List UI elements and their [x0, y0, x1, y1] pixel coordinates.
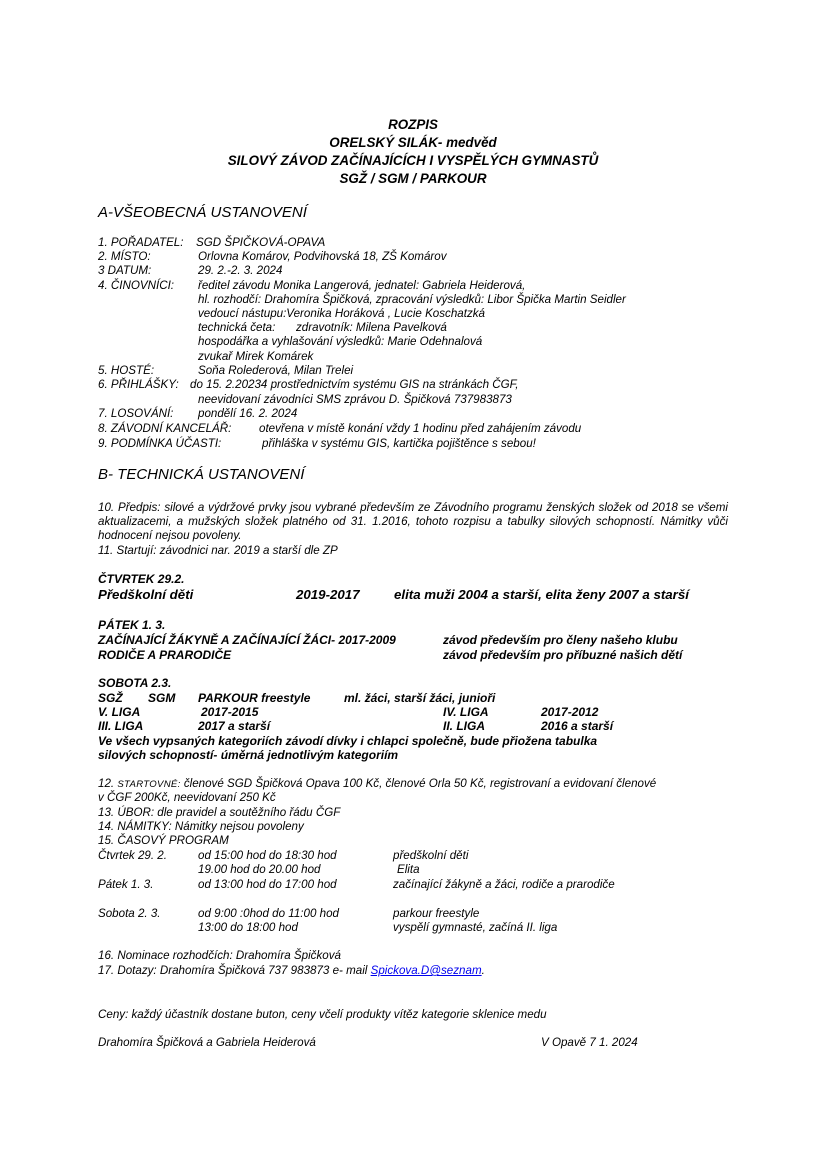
ii-liga-label: II. LIGA [443, 719, 485, 733]
item-5-label: 5. HOSTÉ: [98, 364, 155, 377]
schedule-row-5-time: 13:00 do 18:00 hod [198, 921, 298, 934]
iv-liga-label: IV. LIGA [443, 705, 489, 719]
title-line-2: ORELSKÝ SILÁK- medvěd [329, 135, 497, 150]
friday-day: PÁTEK 1. 3. [98, 618, 166, 632]
signature: Drahomíra Špičková a Gabriela Heiderová [98, 1036, 316, 1049]
item-3-value: 29. 2.-2. 3. 2024 [198, 264, 283, 277]
item-2-value: Orlovna Komárov, Podvihovská 18, ZŠ Komárov [198, 250, 447, 263]
paragraph-13: 13. ÚBOR: dle pravidel a soutěžního řádu ČGF [98, 806, 341, 819]
fees-number: 12. [98, 777, 115, 790]
saturday-note-1: Ve všech vypsaných kategoriích závodí dívky i chlapci společně, bude přiožena tabulka [98, 734, 598, 748]
item-4-line-4: technická četa: [198, 321, 276, 334]
section-a-heading: A-VŠEOBECNÁ USTANOVENÍ [98, 204, 307, 221]
paragraph-14: 14. NÁMITKY: Námitky nejsou povoleny [98, 820, 304, 833]
paragraph-16: 16. Nominace rozhodčích: Drahomíra Špičková [98, 949, 341, 962]
item-7-value: pondělí 16. 2. 2024 [198, 407, 298, 420]
item-7-label: 7. LOSOVÁNÍ: [98, 407, 174, 420]
fees-line-2: v ČGF 200Kč, neevidovaní 250 Kč [98, 791, 276, 804]
paragraph-17 [98, 964, 485, 978]
friday-row-1-note: závod především pro členy našeho klubu [443, 633, 678, 647]
email-tail: . [481, 964, 485, 977]
item-6-line-2: neevidovaní závodníci SMS zprávou D. Špičková 737983873 [198, 393, 512, 406]
item-4-label: 4. ČINOVNÍCI: [98, 279, 175, 292]
item-1-label: 1. POŘADATEL: [98, 236, 184, 249]
fees-label: STARTOVNÉ: [117, 779, 181, 790]
friday-row-2-note: závod především pro příbuzné našich dětí [443, 648, 683, 662]
iii-liga-years: 2017 a starší [198, 719, 271, 733]
schedule-row-1-day: Čtvrtek 29. 2. [98, 849, 167, 862]
thursday-elite: elita muži 2004 a starší, elita ženy 2007 a starší [394, 587, 689, 602]
place-date: V Opavě 7 1. 2024 [541, 1036, 638, 1049]
item-9-label: 9. PODMÍNKA ÚČASTI: [98, 437, 222, 450]
prizes: Ceny: každý účastník dostane buton, ceny včelí produkty vítěz kategorie sklenice medu [98, 1008, 547, 1021]
thursday-category: Předškolní děti [98, 587, 194, 602]
fees-text-1: členové SGD Špičková Opava 100 Kč, členové Orla 50 Kč, registrovaní a evidovaní členové [183, 777, 657, 790]
item-4-line-5: hospodářka a vyhlašování výsledků: Marie Odehnalová [198, 335, 483, 348]
item-8-value: otevřena v místě konání vždy 1 hodinu před zahájením závodu [259, 422, 582, 435]
paragraph-15: 15. ČASOVÝ PROGRAM [98, 834, 229, 847]
friday-row-1-category: ZAČÍNAJÍCÍ ŽÁKYNĚ A ZAČÍNAJÍCÍ ŽÁCI- 2017-2009 [98, 633, 396, 647]
ii-liga-years: 2016 a starší [541, 719, 614, 733]
saturday-day: SOBOTA 2.3. [98, 676, 172, 690]
item-9-value: přihláška v systému GIS, kartička pojištěnce s sebou! [262, 437, 536, 450]
item-4-line-6: zvukař Mirek Komárek [198, 350, 314, 363]
iii-liga-label: III. LIGA [98, 719, 144, 733]
schedule-row-2-time: 19.00 hod do 20.00 hod [198, 863, 321, 876]
item-8-label: 8. ZÁVODNÍ KANCELÁŘ: [98, 422, 232, 435]
schedule-row-4-time: od 9:00 :0hod do 11:00 hod [198, 907, 339, 920]
thursday-day: ČTVRTEK 29.2. [98, 572, 185, 586]
title-line-4: SGŽ / SGM / PARKOUR [339, 171, 487, 186]
item-4-line-4b: zdravotník: Milena Pavelková [296, 321, 447, 334]
item-1-value: SGD ŠPIČKOVÁ-OPAVA [196, 236, 326, 249]
item-6-value: do 15. 2.20234 prostřednictvím systému GIS na stránkách ČGF, [190, 378, 519, 391]
schedule-row-3-day: Pátek 1. 3. [98, 878, 154, 891]
item-3-label: 3 DATUM: [98, 264, 152, 277]
schedule-row-4-what: parkour freestyle [393, 907, 480, 920]
saturday-sgm: SGM [148, 691, 176, 705]
iv-liga-years: 2017-2012 [541, 705, 599, 719]
saturday-sgz: SGŽ [98, 691, 123, 705]
friday-row-2-category: RODIČE A PRARODIČE [98, 648, 232, 662]
schedule-row-1-what: předškolní děti [393, 849, 469, 862]
paragraph-11: 11. Startují: závodnici nar. 2019 a starší dle ZP [98, 544, 338, 557]
item-5-value: Soňa Rolederová, Milan Trelei [198, 364, 354, 377]
v-liga-years: 2017-2015 [201, 705, 259, 719]
item-4-line-2: hl. rozhodčí: Drahomíra Špičková, zpracování výsledků: Libor Špička Martin Seidler [198, 293, 626, 306]
item-6-label: 6. PŘIHLÁŠKY: [98, 378, 179, 391]
schedule-row-4-day: Sobota 2. 3. [98, 907, 161, 920]
saturday-parkour: PARKOUR freestyle [198, 691, 311, 705]
paragraph-10: 10. Předpis: silové a výdržové prvky jsou vybrané především ze Závodního programu ženských složek od 2018 se všemi aktualizacemi, a mužských složek platného od 31. 1.2016, tohoto rozpisu a tabulky silových schopností. Námitky vůči hodnocení nejsou povoleny. [98, 501, 728, 542]
schedule-row-1-time: od 15:00 hod do 18:30 hod [198, 849, 337, 862]
saturday-note-2: silových schopností- úměrná jednotlivým kategoriím [98, 748, 399, 762]
schedule-row-5-what: vyspělí gymnasté, začíná II. liga [393, 921, 558, 934]
saturday-parkour-groups: ml. žáci, starší žáci, junioři [344, 691, 496, 705]
item-4-line-3: vedoucí nástupu:Veronika Horáková , Lucie Koschatzká [198, 307, 486, 320]
thursday-years: 2019-2017 [296, 587, 360, 602]
schedule-row-2-what: Elita [397, 863, 420, 876]
item-2-label: 2. MÍSTO: [98, 250, 151, 263]
item-4-line-1: ředitel závodu Monika Langerová, jednatel: Gabriela Heiderová, [198, 279, 526, 292]
title-line-3: SILOVÝ ZÁVOD ZAČÍNAJÍCÍCH I VYSPĚLÝCH GYMNASTŮ [227, 153, 599, 168]
fees-line-1 [98, 777, 728, 792]
title-line-1: ROZPIS [388, 117, 438, 132]
schedule-row-3-what: začínající žákyně a žáci, rodiče a prarodiče [393, 878, 615, 891]
email-link[interactable]: Spickova.D@seznam [370, 964, 482, 977]
v-liga-label: V. LIGA [98, 705, 141, 719]
paragraph-17-text: 17. Dotazy: Drahomíra Špičková 737 983873 e- mail [98, 964, 368, 977]
schedule-row-3-time: od 13:00 hod do 17:00 hod [198, 878, 337, 891]
section-b-heading: B- TECHNICKÁ USTANOVENÍ [98, 466, 305, 483]
